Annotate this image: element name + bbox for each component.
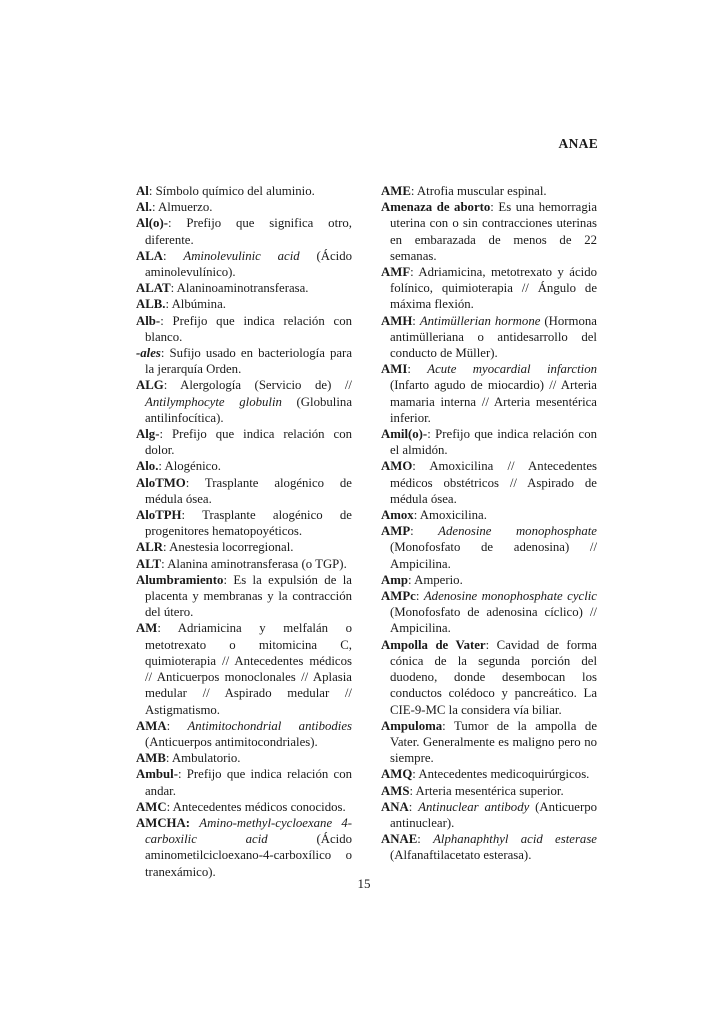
entry-english-term: Antinuclear antibody [418, 799, 530, 814]
page-number: 15 [357, 876, 371, 891]
entry-definition: : [415, 589, 424, 604]
entry-definition: : Anestesia locorregional. [163, 540, 294, 555]
entry-definition: (Ácido aminometilcicloexano-4-carboxílico o tranexámico). [145, 832, 352, 879]
entry-english-term: Alphanaphthyl acid esterase [433, 832, 597, 847]
entry-term: AMI [381, 362, 408, 377]
entry-english-term: Adenosine monophosphate cyclic [423, 589, 597, 604]
entry-term: ANAE [381, 832, 418, 847]
dictionary-entry [136, 539, 352, 555]
entry-term: AMQ [381, 767, 413, 782]
entry-definition: (Monofosfato de adenosina cíclico) // Ampicilina. [390, 605, 597, 636]
dictionary-entry [136, 475, 352, 507]
entry-term: AMCHA: [136, 815, 191, 830]
dictionary-entry [136, 296, 352, 312]
dictionary-entry [136, 215, 352, 247]
entry-definition: (Anticuerpos antimitocondriales). [145, 734, 318, 749]
dictionary-entry [136, 248, 352, 280]
entry-english-term: Antimüllerian hormone [419, 313, 541, 328]
entry-definition: : Prefijo que indica relación con blanco. [145, 313, 352, 344]
entry-definition: : Prefijo que indica relación con dolor. [145, 427, 352, 458]
dictionary-entry [381, 183, 597, 199]
entry-term: Amil(o)- [381, 427, 428, 442]
entry-definition: (Hormona antimülleriana o antidesarrollo del conducto de Müller). [390, 313, 597, 361]
dictionary-entry [136, 718, 352, 750]
dictionary-entry [136, 815, 352, 880]
dictionary-entry [136, 183, 352, 199]
entry-definition: : Trasplante alogénico de progenitores hematopoyéticos. [145, 508, 352, 539]
entry-definition: : Ambulatorio. [165, 751, 241, 766]
dictionary-entry [381, 831, 597, 863]
entry-term: AMF [381, 265, 411, 280]
entry-definition: (Anticuerpo antinuclear). [390, 799, 597, 830]
entry-definition: : Amperio. [408, 572, 463, 587]
running-header: ANAE [558, 136, 598, 151]
entry-definition: : Amoxicilina. [413, 508, 487, 523]
entry-definition: : [163, 248, 184, 263]
entry-term: AMS [381, 783, 410, 798]
entry-term: AloTPH [136, 508, 182, 523]
entry-definition: : Alaninoaminotransferasa. [170, 281, 309, 296]
entry-term: Amenaza de aborto [381, 200, 491, 215]
entry-term: Ambul- [136, 767, 178, 782]
dictionary-entry [381, 458, 597, 507]
entry-definition: : [166, 718, 188, 733]
entry-term: Alo. [136, 459, 159, 474]
entry-definition: : [417, 832, 434, 847]
dictionary-entry [136, 458, 352, 474]
entry-definition: : Sufijo usado en bacteriología para la jerarquía Orden. [145, 346, 352, 377]
entry-english-term: Antimitochondrial antibodies [187, 718, 352, 733]
entry-term: AM [136, 621, 158, 636]
dictionary-entry [381, 361, 597, 426]
entry-definition: : Tumor de la ampolla de Vater. Generalmente es maligno pero no siempre. [390, 718, 597, 766]
entry-term: AMP [381, 524, 411, 539]
entry-definition: : Adriamicina, metotrexato y ácido folínico, quimioterapia // Ángulo de máxima flexión. [390, 265, 597, 312]
entry-english-term: Amino-methyl-cycloexane 4-carboxilic acid [145, 815, 352, 847]
entry-term: ALR [136, 540, 164, 555]
dictionary-entry [136, 377, 352, 426]
dictionary-entry [136, 280, 352, 296]
entry-definition: (Infarto agudo de miocardio) // Arteria mamaria interna // Arteria mesentérica inferior. [390, 378, 597, 425]
entry-definition: : Alergología (Servicio de) // [163, 378, 352, 393]
dictionary-entry [381, 766, 597, 782]
entry-definition: : Almuerzo. [152, 200, 213, 215]
entry-term: AloTMO [136, 475, 186, 490]
entry-definition: : Prefijo que indica relación con el almidón. [390, 427, 597, 458]
dictionary-entry [381, 507, 597, 523]
dictionary-entry [136, 556, 352, 572]
entry-definition [190, 816, 199, 830]
entry-definition: : [410, 524, 439, 539]
entry-term: AMH [381, 313, 413, 328]
dictionary-entry [136, 313, 352, 345]
entry-term: Ampolla de Vater [381, 637, 486, 652]
entry-definition: : Antecedentes medicoquirúrgicos. [412, 767, 590, 782]
entry-term: Alumbramiento [136, 572, 224, 587]
entry-term: Alb- [136, 313, 161, 328]
entry-term: Al [136, 184, 149, 198]
entry-definition: : Cavidad de forma cónica de la segunda porción del duodeno, donde desembocan los conductos colédoco y pancreático. La CIE-9-MC la considera vía biliar. [390, 637, 597, 717]
entry-term: ANA [381, 799, 409, 814]
entry-definition: : [407, 362, 428, 377]
entry-english-term: Aminolevulinic acid [183, 248, 300, 263]
entry-term: ALG [136, 378, 164, 393]
entry-definition: : Atrofia muscular espinal. [410, 184, 547, 198]
entry-definition: : Adriamicina y melfalán o metotrexato o mitomicina C, quimioterapia // Antecedentes médicos // Anticuerpos monoclonales // Aplasia medular // Aspirado medular // Astigmatismo. [145, 621, 352, 717]
entry-term: Alg- [136, 427, 160, 442]
entry-definition: (Monofosfato de adenosina) // Ampicilina. [390, 540, 597, 571]
entry-definition: : Antecedentes médicos conocidos. [166, 799, 346, 814]
dictionary-entry [381, 783, 597, 799]
entry-term: ALT [136, 556, 162, 571]
dictionary-entry [136, 199, 352, 215]
entry-definition: : Es una hemorragia uterina con o sin contracciones uterinas en embarazada de menos de 22 semanas. [390, 200, 597, 263]
entry-term: AMB [136, 751, 166, 766]
entry-term: -ales [136, 346, 161, 361]
entry-definition: : Es la expulsión de la placenta y membranas y la contracción del útero. [145, 572, 352, 620]
right-column [381, 183, 597, 864]
dictionary-entry [136, 620, 352, 717]
entry-definition: : Arteria mesentérica superior. [409, 783, 564, 798]
dictionary-entry [136, 426, 352, 458]
entry-definition: (Ácido aminolevulínico). [145, 248, 352, 280]
dictionary-entry [381, 572, 597, 588]
entry-definition: : Amoxicilina // Antecedentes médicos obstétricos // Aspirado de médula ósea. [390, 459, 597, 506]
dictionary-entry [381, 799, 597, 831]
entry-english-term: Antilymphocyte globulin [145, 394, 282, 409]
entry-definition: : Prefijo que significa otro, diferente. [145, 216, 352, 247]
entry-definition: : Símbolo químico del aluminio. [148, 184, 315, 198]
entry-definition: : [408, 799, 419, 814]
dictionary-entry [381, 718, 597, 767]
entry-term: ALA [136, 248, 164, 263]
entry-definition: : Alanina aminotransferasa (o TGP). [161, 556, 347, 571]
entry-definition: : Trasplante alogénico de médula ósea. [145, 475, 352, 506]
entry-definition: : Prefijo que indica relación con andar. [145, 767, 352, 798]
entry-term: Ampuloma [381, 718, 443, 733]
entry-term: AME [381, 184, 411, 198]
dictionary-entry [136, 766, 352, 798]
entry-term: Amox [381, 508, 414, 523]
dictionary-entry [381, 199, 597, 264]
dictionary-entry [381, 426, 597, 458]
dictionary-entry [136, 345, 352, 377]
entry-definition: : [412, 313, 420, 328]
entry-term: Al(o)- [136, 216, 168, 231]
entry-definition: (Alfanaftilacetato esterasa). [390, 848, 532, 863]
entry-term: Amp [381, 572, 409, 587]
dictionary-entry [136, 799, 352, 815]
entry-term: AMPc [381, 589, 416, 604]
entry-term: ALAT [136, 281, 171, 296]
dictionary-entry [381, 313, 597, 362]
entry-english-term: Adenosine monophosphate [438, 524, 597, 539]
entry-term: Al. [136, 200, 152, 215]
entry-definition: (Globulina antilinfocítica). [145, 394, 352, 425]
entry-term: ALB. [136, 297, 166, 312]
dictionary-entry [136, 572, 352, 621]
entry-definition: : Albúmina. [165, 297, 226, 312]
dictionary-entry [381, 523, 597, 572]
dictionary-entry [381, 637, 597, 718]
entry-definition: : Alogénico. [158, 459, 221, 474]
entry-term: AMO [381, 459, 413, 474]
dictionary-entry [381, 588, 597, 637]
entry-english-term: Acute myocardial infarction [427, 362, 597, 377]
entry-term: AMC [136, 799, 167, 814]
dictionary-entry [136, 750, 352, 766]
entry-term: AMA [136, 718, 167, 733]
dictionary-entry [136, 507, 352, 539]
left-column [136, 183, 352, 880]
dictionary-entry [381, 264, 597, 313]
